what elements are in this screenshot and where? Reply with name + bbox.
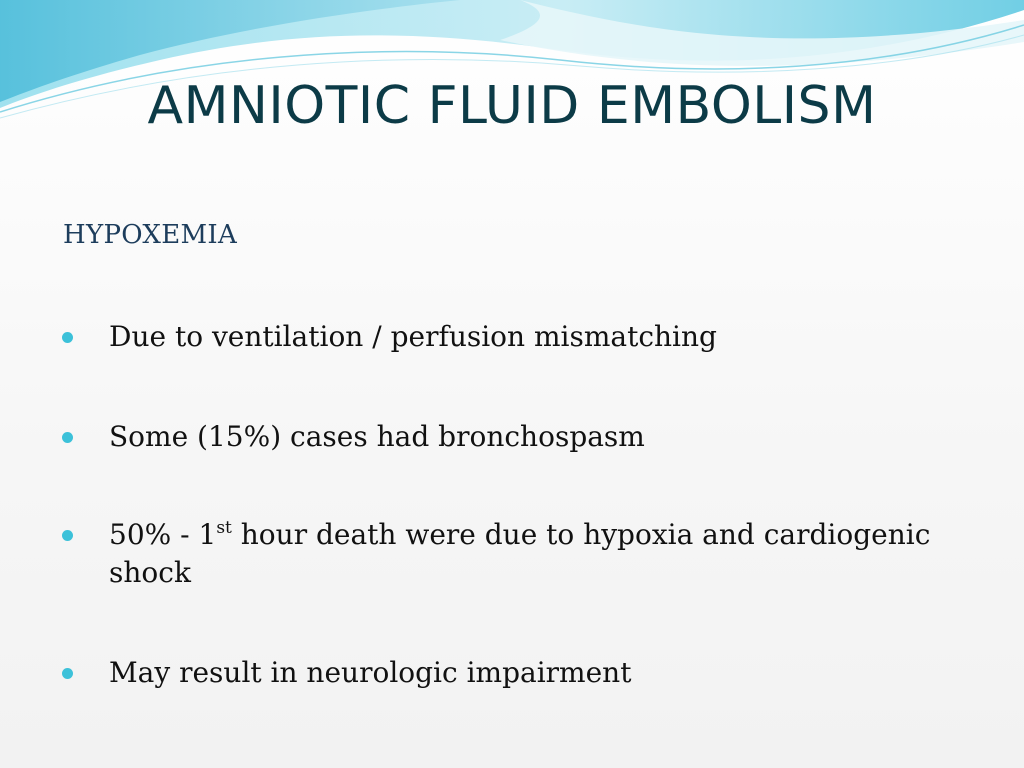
bullet-item [62,318,962,356]
bullet-text [109,516,962,592]
bullet-item [62,516,962,592]
bullet-text-start: 50% - 1 [109,518,217,551]
slide-title: AMNIOTIC FLUID EMBOLISM [147,76,877,136]
bullet-text: Due to ventilation / perfusion mismatching [109,320,717,353]
bullet-dot-icon [62,432,73,443]
ordinal-superscript: st [216,518,232,538]
bullet-item [62,418,962,456]
bullet-dot-icon [62,530,73,541]
bullet-text: May result in neurologic impairment [109,656,632,689]
bullet-dot-icon [62,332,73,343]
section-heading: HYPOXEMIA [63,220,238,250]
bullet-text: Some (15%) cases had bronchospasm [109,420,645,453]
bullet-dot-icon [62,668,73,679]
bullet-item [62,654,962,692]
bullet-text-end: hour death were due to hypoxia and cardiogenic shock [109,518,931,589]
